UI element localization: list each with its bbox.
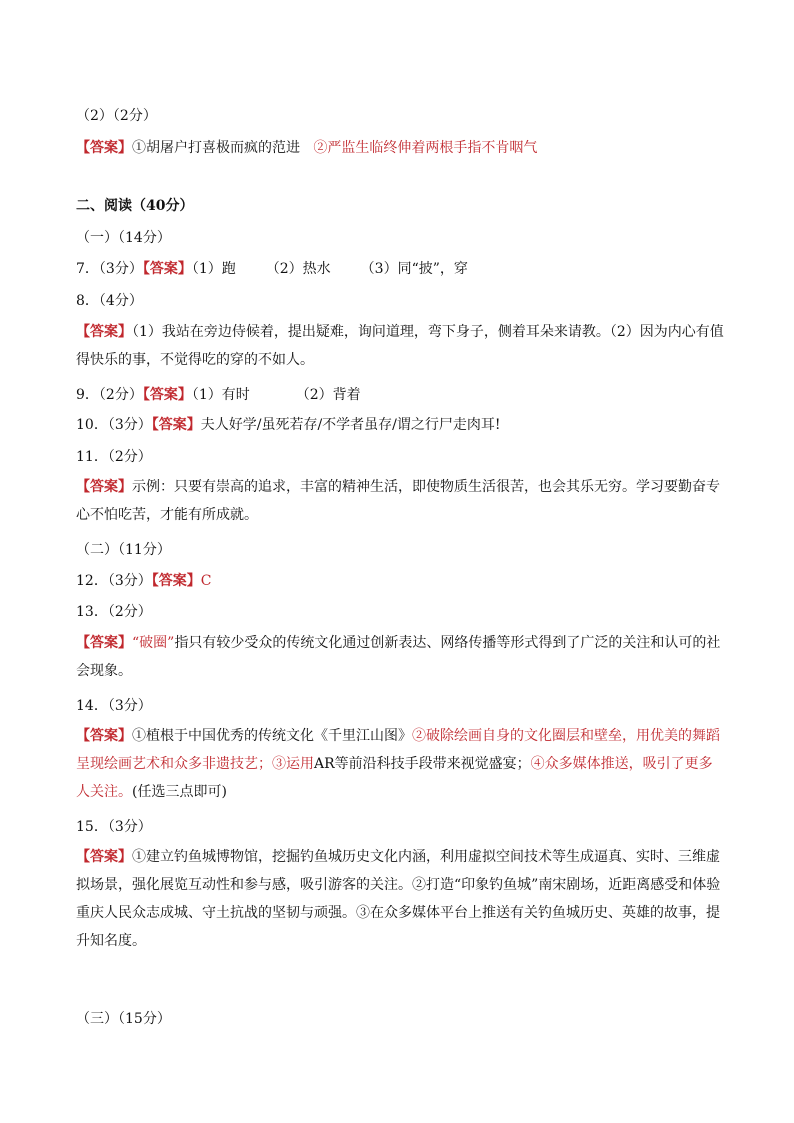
q10-answer-text: 夫人好学/虽死若存/不学者虽存/谓之行尸走肉耳! (200, 417, 501, 433)
question-11-label: 11．（2分） (76, 449, 152, 465)
subsection-1-title: （一）（14分） (76, 230, 171, 246)
section-2-title: 二、阅读（40分） (76, 198, 194, 214)
q11-answer-text: 示例：只要有崇高的追求，丰富的精神生活，即使物质生活很苦，也会其乐无穷。学习要勤奋专心不怕吃苦，才能有所成就。 (76, 479, 720, 523)
answer-tag: 【答案】 (76, 849, 132, 865)
q9-answer-1: （1）有时 (191, 387, 250, 403)
q14-answer-part-1: ①植根于中国优秀的传统文化《千里江山图》 (132, 728, 412, 744)
q7-answer-2: （2）热水 (265, 261, 331, 277)
q14-answer-part-2: ②破除绘画自身的文化圈层和壁垒，用优美的舞蹈呈现绘画艺术和众多非遗技艺； (76, 728, 720, 772)
q12-answer-text: C (200, 573, 212, 589)
question-9 (76, 385, 726, 405)
subsection-3-title: （三）（15分） (76, 1011, 171, 1027)
answer-tag: 【答案】 (151, 573, 201, 589)
answer-tag: 【答案】 (76, 324, 132, 340)
question-7-label: 7．（3分） (76, 261, 143, 277)
question-9-label: 9．（2分） (76, 387, 143, 403)
question-13-answer (76, 629, 726, 685)
question-12 (76, 571, 726, 591)
answer-tag: 【答案】 (142, 261, 192, 277)
q13-answer-term: “破圈” (132, 635, 175, 651)
question-7 (76, 259, 726, 279)
question-12-label: 12．（3分） (76, 573, 152, 589)
answer-part-1: ①胡屠户打喜极而疯的范进 (132, 140, 300, 156)
question-11-answer (76, 473, 726, 529)
q15-answer-text: ①建立钓鱼城博物馆，挖掘钓鱼城历史文化内涵，利用虚拟空间技术等生成逼真、实时、三维虚拟场景，强化展览互动性和参与感，吸引游客的关注。②打造“印象钓鱼城”南宋剧场，近距离感受和体验重庆人民众志成城、守土抗战的坚韧与顽强。③在众多媒体平台上推送有关钓鱼城历史、英雄的故事，提升知名度。 (76, 849, 721, 949)
answer-tag: 【答案】 (76, 479, 132, 495)
q14-answer-note: (任选三点即可) (132, 784, 227, 800)
question-15-label: 15．（3分） (76, 819, 152, 835)
question-2-label: （2）（2分） (76, 108, 157, 124)
q7-answer-1: （1）跑 (191, 261, 236, 277)
question-13-label: 13．（2分） (76, 604, 152, 620)
answer-tag: 【答案】 (76, 140, 132, 156)
question-14-answer (76, 722, 726, 806)
q14-answer-part-4: AR等前沿科技手段带来视觉盛宴； (314, 756, 531, 772)
question-15-answer (76, 843, 726, 955)
q14-answer-part-3: ③运用 (272, 756, 314, 772)
q14-answer-part-5: ④众多媒体推送，吸引了更多人关注。 (76, 756, 713, 800)
question-8-answer (76, 318, 726, 374)
q7-answer-3: （3）同“披”，穿 (360, 261, 468, 277)
question-10-label: 10．（3分） (76, 417, 152, 433)
question-10 (76, 415, 726, 435)
answer-tag: 【答案】 (142, 387, 192, 403)
question-14-label: 14．（3分） (76, 698, 152, 714)
answer-tag: 【答案】 (76, 728, 132, 744)
question-2-answer (76, 138, 726, 158)
q13-answer-text: 指只有较少受众的传统文化通过创新表达、网络传播等形式得到了广泛的关注和认可的社会现象。 (76, 635, 721, 679)
q8-answer-text: （1）我站在旁边侍候着，提出疑难，询问道理，弯下身子，侧着耳朵来请教。（2）因为内心有值得快乐的事，不觉得吃的穿的不如人。 (76, 324, 724, 368)
question-8-label: 8．（4分） (76, 293, 143, 309)
answer-tag: 【答案】 (151, 417, 201, 433)
q9-answer-2: （2）背着 (295, 387, 361, 403)
subsection-2-title: （二）（11分） (76, 542, 171, 558)
answer-tag: 【答案】 (76, 635, 132, 651)
answer-part-2: ②严监生临终伸着两根手指不肯咽气 (313, 140, 538, 156)
